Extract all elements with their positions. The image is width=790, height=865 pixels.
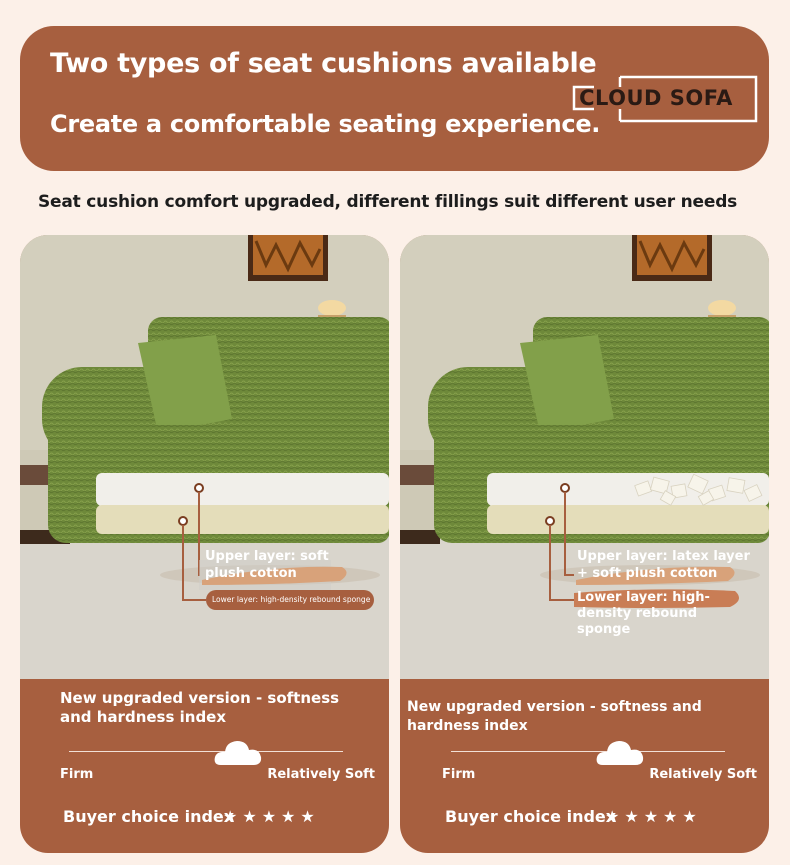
buyer-choice-label: Buyer choice index [63,807,235,826]
buyer-choice-label: Buyer choice index [445,807,617,826]
cushion-card-plush [20,235,389,853]
soft-label: Relatively Soft [267,767,375,782]
star-rating: ★★★★★ [223,807,320,826]
star-rating: ★★★★★ [605,807,702,826]
banner-title: Two types of seat cushions available [50,48,597,79]
cloud-icon [595,737,645,769]
banner-subtitle: Create a comfortable seating experience. [50,110,601,138]
lower-layer-label: Lower layer: high-density rebound sponge [212,595,371,604]
lower-layer-label: Lower layer: high-density rebound sponge [577,590,710,637]
brand-name: CLOUD SOFA [579,86,733,110]
sofa-photo [20,235,389,679]
header-banner [20,26,769,171]
softness-track [69,751,343,752]
index-panel [400,679,769,853]
index-title: New upgraded version - softness and hardness index [407,699,702,734]
upper-layer-label: Upper layer: latex layer + soft plush cotton [577,549,750,581]
firm-label: Firm [60,767,94,782]
firm-label: Firm [442,767,476,782]
cloud-icon [213,737,263,769]
softness-track [451,751,725,752]
soft-label: Relatively Soft [649,767,757,782]
brand-logo [574,77,738,120]
index-panel [20,679,389,853]
section-headline: Seat cushion comfort upgraded, different fillings suit different user needs [38,192,738,212]
cushion-card-latex [400,235,769,853]
upper-layer-label: Upper layer: soft plush cotton [205,549,329,581]
index-title: New upgraded version - softness and hardness index [60,689,340,726]
